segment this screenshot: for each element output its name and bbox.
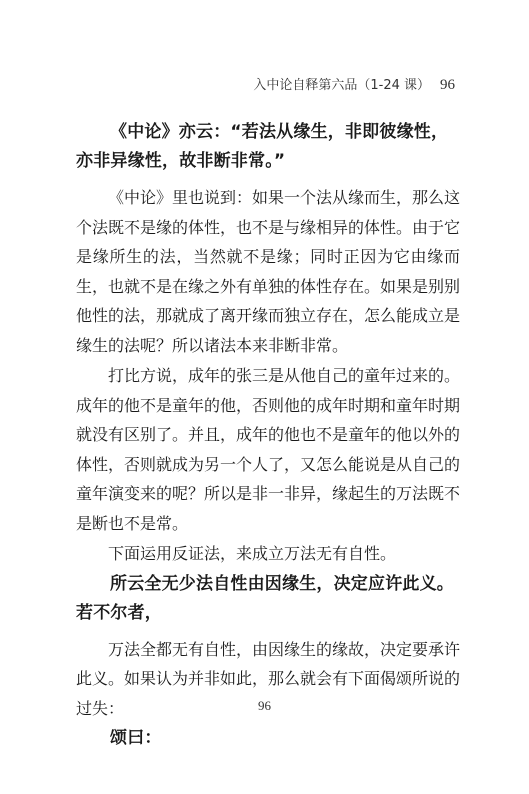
footer-page-number: 96: [258, 698, 271, 713]
header-page-number: 96: [440, 77, 455, 93]
running-header: [253, 74, 455, 94]
commentary-paragraph: 《中论》里也说到：如果一个法从缘而生，那么这个法既不是缘的体性，也不是与缘相异的体性。由于它是缘所生的法，当然就不是缘；同时正因为它由缘而生，也就不是在缘之外有单独的体性存在。如果是别别他性的法，那就成了离开缘而独立存在，怎么能成立是缘生的法呢？所以诸法本来非断非常。: [76, 188, 461, 355]
root-text-quote: 《中论》亦云：“若法从缘生，非即彼缘性，亦非异缘性，故非断非常。”: [76, 122, 449, 171]
page-footer: [0, 698, 529, 714]
verse-heading: 颂曰：: [110, 728, 162, 748]
header-title: 入中论自释第六品（1-24 课）: [253, 78, 430, 93]
page-body: [76, 118, 460, 760]
root-text-paragraph: 所云全无少法自性由因缘生，决定应许此义。若不尔者，: [76, 573, 454, 623]
transition-paragraph: 下面运用反证法，来成立万法无有自性。: [108, 544, 397, 563]
explanation-paragraph: 万法全都无有自性，由因缘生的缘故，决定要承许此义。如果认为并非如此，那么就会有下面偈颂所说的过失：: [76, 639, 461, 718]
example-paragraph: 打比方说，成年的张三是从他自己的童年过来的。成年的他不是童年的他，否则他的成年时期和童年时期就没有区别了。并且，成年的他也不是童年的他以外的体性，否则就成为另一个人了，又怎么能说是从自己的童年演变来的呢？所以是非一非异，缘起生的万法既不是断也不是常。: [76, 366, 461, 533]
